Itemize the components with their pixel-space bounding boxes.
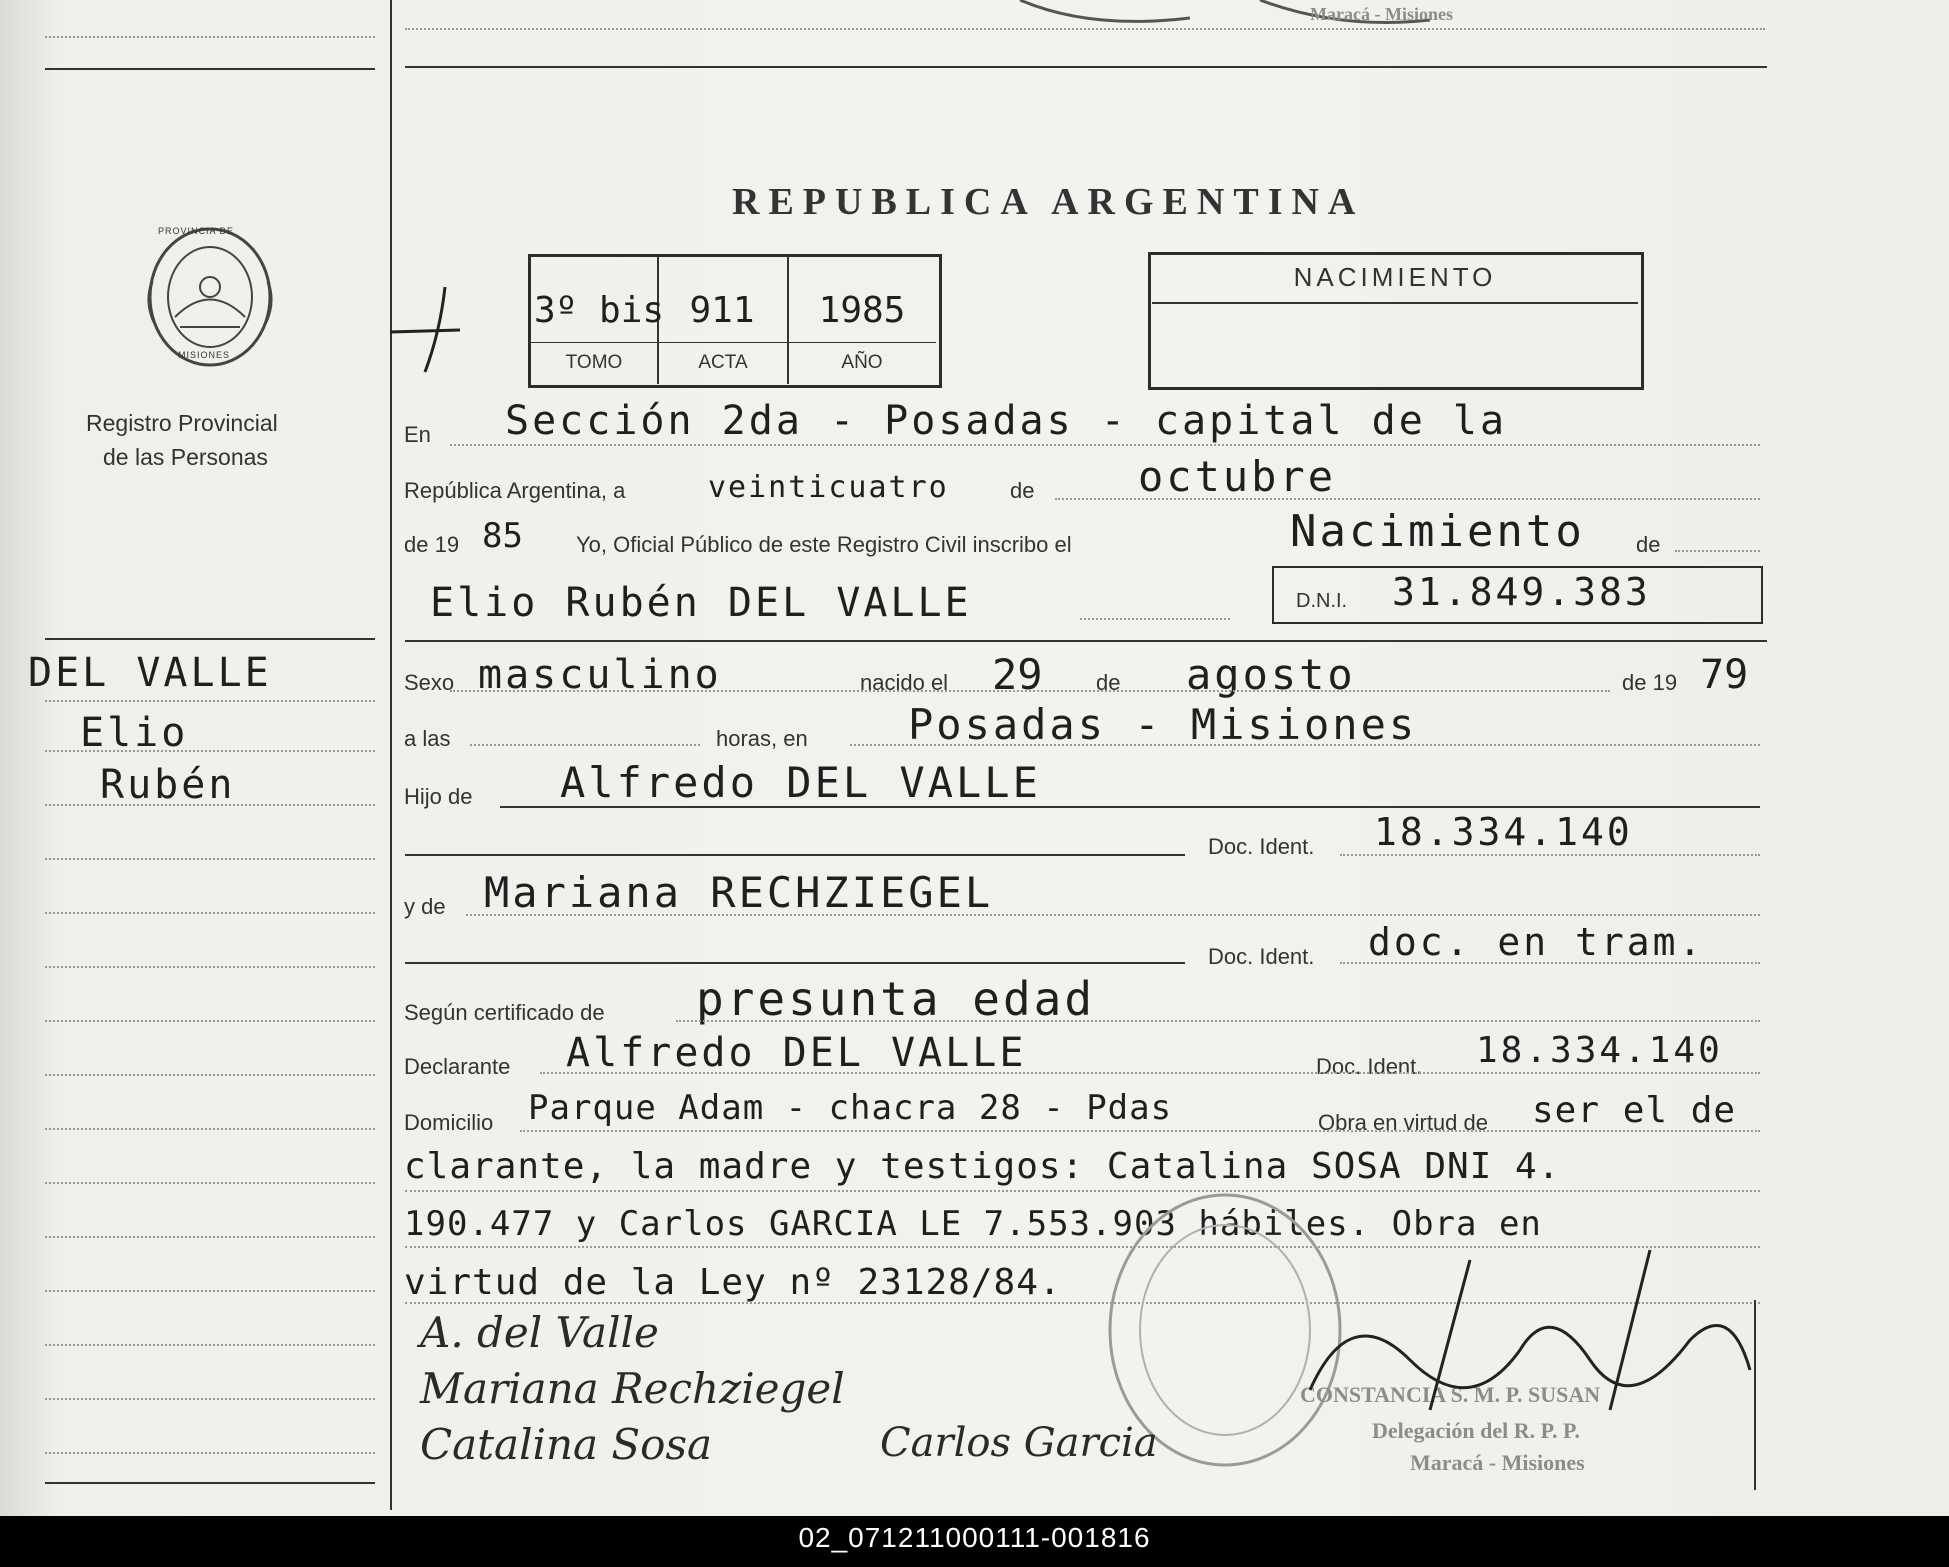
- person-name: Elio Rubén DEL VALLE: [430, 580, 972, 626]
- certificado-line: [676, 1020, 1760, 1022]
- margin-line: [45, 858, 375, 860]
- dni-value: 31.849.383: [1392, 570, 1651, 614]
- birth-day: 29: [992, 650, 1043, 699]
- seal-top-text: PROVINCIA DE: [158, 226, 235, 236]
- bottom-right-rule: [1754, 1300, 1756, 1490]
- obra-label: Obra en virtud de: [1318, 1110, 1488, 1135]
- mother-name: Mariana RECHZIEGEL: [484, 868, 994, 917]
- doc-ident-label-3: Doc. Ident.: [1316, 1054, 1423, 1079]
- acta-value: 911: [689, 290, 755, 331]
- de-label-1: de: [1010, 478, 1035, 503]
- margin-name2: Rubén: [100, 762, 236, 808]
- mother-doc: doc. en tram.: [1368, 920, 1705, 964]
- birth-year-label: de 19: [1622, 670, 1678, 695]
- signature-witness-2: Carlos Garcia: [880, 1420, 1158, 1466]
- en-label: En: [404, 422, 431, 447]
- nacimiento-value: Nacimiento: [1290, 506, 1585, 557]
- margin-line: [45, 1182, 375, 1184]
- margin-line: [45, 804, 375, 806]
- name-line: [1080, 618, 1230, 620]
- tomo-value: 3º bis: [534, 290, 665, 331]
- registry-name-line2: de las Personas: [103, 444, 268, 470]
- record-type-rule: [1152, 302, 1638, 304]
- country-title: REPUBLICA ARGENTINA: [732, 181, 1365, 223]
- a-las-label: a las: [404, 726, 451, 751]
- father-line: [500, 806, 1760, 808]
- declarante-value: Alfredo DEL VALLE: [566, 1030, 1027, 1076]
- sexo-value: masculino: [478, 652, 722, 698]
- month-line: [1055, 498, 1760, 500]
- margin-line: [45, 1128, 375, 1130]
- margin-line: [45, 912, 375, 914]
- margin-bottom-rule: [45, 1482, 375, 1484]
- margin-line: [45, 1344, 375, 1346]
- segun-label: Según certificado de: [404, 1000, 605, 1025]
- left-top-rule: [45, 68, 375, 70]
- birth-place: Posadas - Misiones: [908, 700, 1418, 749]
- margin-line: [45, 1020, 375, 1022]
- horas-label: horas, en: [716, 726, 808, 751]
- domicilio-value: Parque Adam - chacra 28 - Pdas: [528, 1088, 1173, 1128]
- de-label-2: de: [1636, 532, 1661, 557]
- obra-value-start: ser el de: [1532, 1090, 1737, 1131]
- de-year-label: de 19: [404, 532, 460, 557]
- birth-month: agosto: [1186, 650, 1356, 699]
- mother-doc-line: [1340, 962, 1760, 964]
- top-stamp-text: Maracá - Misiones: [1310, 4, 1453, 24]
- acta-label: ACTA: [698, 352, 748, 373]
- yo-text: Yo, Oficial Público de este Registro Civil inscribo el: [576, 532, 1072, 557]
- ano-value: 1985: [818, 290, 906, 331]
- certificado-value: presunta edad: [696, 972, 1096, 1026]
- father-doc-blank-line: [405, 854, 1185, 856]
- doc-ident-label-2: Doc. Ident.: [1208, 944, 1315, 969]
- record-table-row-rule: [530, 342, 936, 343]
- observation-line3: virtud de la Ley nº 23128/84.: [404, 1262, 1062, 1303]
- stamp-line1: CONSTANCIA S. M. P. SUSAN: [1300, 1382, 1601, 1407]
- domicilio-line: [520, 1130, 1760, 1132]
- record-type-label: NACIMIENTO: [1293, 262, 1497, 292]
- observation-line1: clarante, la madre y testigos: Catalina SOSA DNI 4.: [404, 1146, 1561, 1187]
- republica-label: República Argentina, a: [404, 478, 626, 503]
- margin-line: [45, 1074, 375, 1076]
- month-value: octubre: [1138, 452, 1337, 501]
- registry-name-line1: Registro Provincial: [86, 410, 278, 436]
- margin-line: [45, 750, 375, 752]
- stamp-line3: Maracá - Misiones: [1410, 1450, 1585, 1475]
- sexo-line: [450, 690, 1610, 692]
- hijo-label: Hijo de: [404, 784, 473, 809]
- doc-ident-label-1: Doc. Ident.: [1208, 834, 1315, 859]
- signature-declarante: A. del Valle: [420, 1308, 659, 1357]
- nacido-label: nacido el: [860, 670, 949, 695]
- tomo-label: TOMO: [565, 352, 623, 373]
- de-line: [1675, 550, 1760, 552]
- margin-line: [45, 1398, 375, 1400]
- father-name: Alfredo DEL VALLE: [560, 758, 1041, 807]
- domicilio-label: Domicilio: [404, 1110, 494, 1135]
- a-las-line: [470, 744, 700, 746]
- mother-line: [466, 914, 1760, 916]
- father-doc: 18.334.140: [1374, 810, 1633, 854]
- de-label-3: de: [1096, 670, 1121, 695]
- margin-line: [45, 1236, 375, 1238]
- section-rule: [405, 640, 1767, 642]
- day-words: veinticuatro: [708, 470, 949, 505]
- margin-name1: Elio: [80, 710, 189, 756]
- column-divider: [390, 0, 392, 1510]
- father-doc-line: [1340, 854, 1760, 856]
- sexo-label: Sexo: [404, 670, 455, 695]
- mother-doc-blank-line: [405, 962, 1185, 964]
- observation-line2: 190.477 y Carlos GARCIA LE 7.553.903 hábiles. Obra en: [404, 1204, 1542, 1244]
- dni-label: D.N.I.: [1296, 590, 1348, 612]
- official-signature: [1290, 1240, 1770, 1420]
- y-de-label: y de: [404, 894, 446, 919]
- ano-label: AÑO: [841, 352, 883, 373]
- place-line: [850, 744, 1760, 746]
- stamp-line2: Delegación del R. P. P.: [1372, 1418, 1580, 1443]
- margin-surname: DEL VALLE: [28, 650, 272, 696]
- declarante-line: [540, 1072, 1760, 1074]
- margin-line: [45, 966, 375, 968]
- birth-year-suffix: 79: [1700, 652, 1749, 698]
- margin-line: [45, 700, 375, 702]
- observation-rule: [405, 1190, 1760, 1192]
- declarante-label: Declarante: [404, 1054, 511, 1079]
- right-top-rule: [405, 66, 1767, 68]
- image-id-caption: 02_071211000111-001816: [798, 1522, 1151, 1553]
- seal-bottom-text: MISIONES: [178, 350, 231, 360]
- margin-note-top-rule: [45, 638, 375, 640]
- declarante-doc: 18.334.140: [1476, 1030, 1723, 1071]
- signature-witness-1: Catalina Sosa: [420, 1420, 713, 1469]
- en-value: Sección 2da - Posadas - capital de la: [505, 398, 1508, 444]
- margin-line: [45, 1452, 375, 1454]
- year-suffix: 85: [482, 516, 523, 556]
- signature-mother: Mariana Rechziegel: [420, 1364, 845, 1413]
- check-mark-icon: [385, 282, 475, 377]
- en-line: [450, 444, 1760, 446]
- margin-line: [45, 1290, 375, 1292]
- top-dotted-line: [45, 36, 375, 38]
